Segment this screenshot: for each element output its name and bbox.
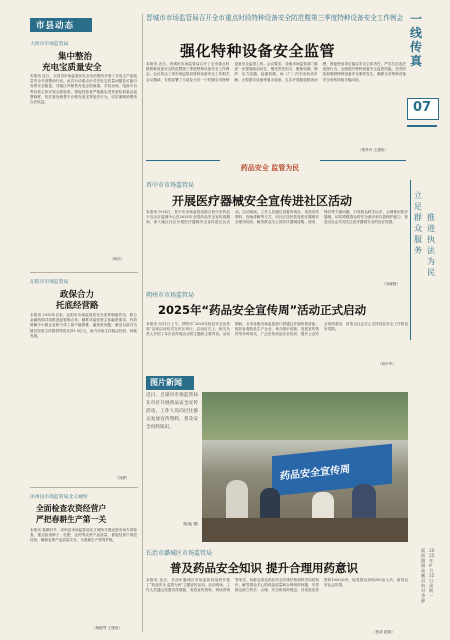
story2-byline: （刘勇） — [115, 476, 130, 480]
story2-source: 沁阳市市场监管局 — [30, 280, 69, 285]
slogan-col2: 推进执法为民 — [427, 213, 435, 277]
story1-source: 大同市市场监管局 — [30, 42, 69, 47]
slogan-box — [410, 180, 441, 340]
story3-title-line1: 全面检查农资经营户 — [36, 504, 107, 513]
column-title: 市县动态 — [36, 21, 75, 31]
story3-body: 本报讯 春耕时节，泽州县市场监管局北义城所开展农资市场专项检查，重点检查种子、化肥、农药等农资产品质量，督促经营户规范经营，确保农资产品质量安全，为春耕生产保驾护航。 — [30, 528, 137, 543]
story1-body: 本报讯 近日，大同市市场监管局在全市范围内开展了充电宝产品质量安全专项整治行动。此次行动重点针对充电宝质量问题及可能引发的安全隐患，对辖区内销售充电宝的商超、手机卖场、电商平台等经营主体开展全面检查，督促经营者严格落实进货查验和索证索票制度，依法查处销售不合格充电宝等违法行为，切实保障消费者合法权益。 — [30, 74, 137, 105]
story-shuozhou-headline: 2025年“药品安全宣传周”活动正式启动 — [158, 303, 367, 317]
photo-news-label-box — [146, 376, 194, 390]
photo-caption: 近日，吕梁市市场监管局在市区开展药品安全宣传活动，工作人员向过往群众发放宣传资料，普及安全用药知识。 — [146, 393, 198, 430]
story-jinzhong-body: 本报讯 9月4日，晋中市市场监管局联合晋中市药品不良反应监测中心在2025年全国药品安全宣传周期间，深入辖区社区开展医疗器械安全宣传进社区活动。活动现场，工作人员通过设置咨询台、发放宣传资料、现场讲解等方式，向社区居民普及医疗器械安全使用知识，解答群众关心的医疗器械选购、使用、保存等方面问题，引导群众科学认识、合理使用医疗器械，切实增强群众的安全意识和自我保护能力，营造全社会共同关注医疗器械安全的良好氛围。 — [146, 210, 408, 225]
masthead-page-number: 07 — [413, 100, 432, 115]
story2-title-line1: 政保合力 — [60, 290, 95, 300]
story-shuozhou-source: 朔州市市场监管局 — [146, 292, 195, 299]
story2-body: 本报讯 2025年以来，沁阳市市场监管局充分发挥职能作用，联合金融机构共同推进政银保合作，精准对接经营主体融资需求，有效缓解中小微企业和个体工商户融资难、融资贵问题，截至目前共为辖区经营主体提供贷款支持1.5亿元，助力市场主体稳定经营、持续发展。 — [30, 313, 137, 338]
story-changzhi-headline: 普及药品安全知识 提升合理用药意识 — [170, 561, 359, 575]
column-title-bar — [30, 18, 92, 32]
story2-title-line2: 托底经营路 — [56, 301, 99, 311]
story3-source: 泽州县市场监管局北义城所 — [30, 495, 88, 500]
story-shuozhou-body: 本报讯 9月1日上午，朔州市“2025年药品安全宣传周”活动启动仪式在市区举行。启动仪式上，相关负责人介绍了本次宣传周活动的主题和主要内容。活动期间，全市各级市场监管部门将通过开展科普讲座、组织参观药品生产企业、举办知识竞赛、发放宣传资料等多种形式，广泛宣传药品安全知识，提升公众安全用药意识，营造全社会关心支持药品安全工作的良好氛围。 — [146, 322, 408, 337]
story3-byline: （杨艳琴 王建伟） — [92, 626, 122, 630]
section-banner — [220, 155, 320, 172]
story-changzhi-body: 本报讯 近日，长治市潞城区市场监管局组织开展了“药品安全 监管为民”主题宣传活动。活动现场，工作人员通过设置宣传展板、发放宣传资料、现场咨询等形式，向群众普及药品安全法律法规和科学用药知识，解答群众关心的药品质量和合理用药问题，引导群众树立科学、合理、安全的用药理念，共发放宣传资料1000余份，接受群众咨询200余人次，取得良好社会效果。 — [146, 578, 408, 593]
story-jinzhong-headline: 开展医疗器械安全宣传进社区活动 — [172, 194, 353, 208]
story1-title-line2: 充电宝质量安全 — [42, 63, 102, 73]
lead-headline: 强化特种设备安全监管 — [180, 42, 336, 60]
footer-editor: 版面编辑 高鹏羽 校对 李静 — [421, 548, 426, 603]
masthead-page-box — [407, 98, 439, 120]
photo-table — [202, 518, 408, 542]
story3-title-line2: 严把春耕生产第一关 — [36, 515, 107, 524]
slogan-col1: 立足群众服务 — [414, 191, 422, 255]
section-banner-text: 药品安全 监管为民 — [240, 164, 300, 172]
photo-caption-box — [146, 392, 198, 542]
footer-date: 2025年9月15日 星期一 — [429, 548, 435, 598]
lead-body: 本报讯 近日，晋城市市场监管局召开了全市重点时段特种设备安全防范暨第三季度特种设备安全工作例会，会议传达了省市场监管局特种设备安全工作相关会议精神，安排部署了当前及今后一个时期全市特种设备安全监管工作。会议要求，各级市场监管部门要进一步提高政治站位，强化责任担当，聚焦电梯、锅炉、压力容器、起重机械、场（厂）内专用机动车辆、大型游乐设施等重点设备，扎实开展隐患排查治理，督促使用单位落实安全主体责任，严厉打击违法违规行为，全面提升特种设备安全监管效能，坚决防范和遏制特种设备安全事故发生，确保全市特种设备安全形势持续平稳向好。 — [146, 62, 406, 82]
photo-banner-text: 药品安全宣传周 — [280, 464, 350, 483]
photo-tree — [202, 392, 408, 440]
news-photo — [202, 392, 408, 542]
story1-title-line1: 集中整治 — [58, 52, 93, 62]
story-jinzhong-byline: （吴晓强） — [382, 282, 400, 286]
story1-byline: （阿庆） — [110, 257, 125, 261]
photo-credit: 张晶 摄 — [182, 522, 198, 527]
story-changzhi-byline: （张泽 赵晓） — [372, 630, 395, 634]
masthead-title: 一线传真 — [410, 12, 423, 68]
story-jinzhong-source: 晋中市市场监管局 — [146, 182, 195, 189]
story-changzhi-source: 长治市潞城区市场监管局 — [146, 550, 213, 557]
photo-news-label: 图片新闻 — [150, 378, 182, 387]
story-shuozhou-byline: （高中华） — [378, 362, 396, 366]
lead-byline: （贾丹丹 王建伟） — [358, 148, 388, 152]
lead-kicker: 晋城市市场监管局召开全市重点时段特种设备安全防范暨第三季度特种设备安全工作例会 — [146, 14, 404, 22]
